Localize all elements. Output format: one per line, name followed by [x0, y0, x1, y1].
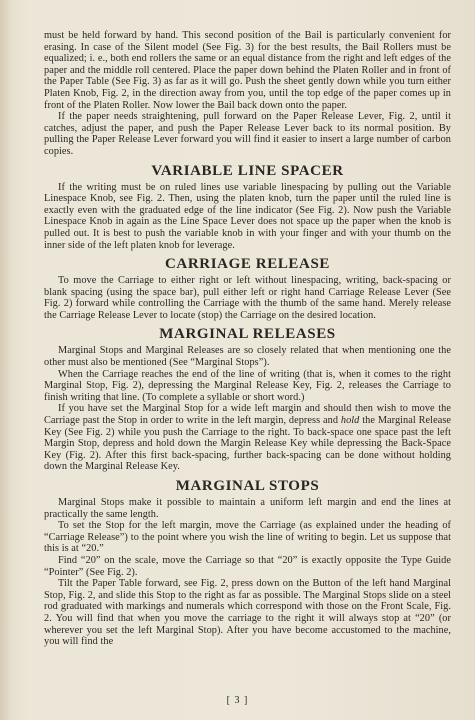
marginal-releases-paragraph-1: Marginal Stops and Marginal Releases are so closely related that when mentioning one the other must also be mentioned (See “Marginal Stops”).: [44, 345, 451, 369]
marginal-releases-paragraph-2: When the Carriage reaches the end of the line of writing (that is, when it comes to the right Marginal Stop, Fig. 2), depressing the Marginal Release Key, Fig. 2, releases the Carriage to finish writing that line. (To complete a syllable or short word.): [44, 368, 451, 403]
marginal-releases-paragraph-3: [44, 403, 451, 473]
page-edge-shadow: [0, 0, 12, 720]
hold-emphasis: hold: [340, 415, 360, 427]
marginal-stops-paragraph-4: Tilt the Paper Table forward, see Fig. 2, press down on the Button of the left hand Marginal Stop, Fig. 2, and slide this Stop to the right as far as possible. The Marginal Stops slide on a steel rod graduated with markings and numerals which correspond with those on the Front Scale, Fig. 2. You will find that when you move the carriage to the right it will always stop at “20” (or wherever you set the left Marginal Stop). After you have become accustomed to the machine, you will find the: [44, 578, 451, 648]
variable-line-spacer-section: [44, 162, 451, 252]
intro-paragraph-1: must be held forward by hand. This second position of the Bail is particularly convenient for erasing. In case of the Silent model (See Fig. 3) for the best results, the Bail Rollers must be equalized; i. e., both end rollers the same or an equal distance from the right and left edges of the paper and the middle roll centered. Place the paper down behind the Platen Roller and in front of the Paper Table (See Fig. 3) as far as it will go. Push the sheet gently down while you turn either Platen Knob, Fig. 2, in the direction away from you, until the top edge of the paper comes up in front of the Platen Roller. Now lower the Bail back down onto the paper.: [44, 30, 451, 111]
intro-paragraph-2: If the paper needs straightening, pull forward on the Paper Release Lever, Fig. 2, until it catches, adjust the paper, and push the Paper Release Lever back to its normal position. By pulling the Paper Release Lever forward you will find it easier to insert a large number of carbon copies.: [44, 111, 451, 157]
marginal-releases-p3-before: If you have set the Marginal Stop for a wide left margin and should then wish to move the Carriage past the Stop in order to write in the left margin, depress and: [44, 403, 451, 427]
page-number: [ 3 ]: [226, 695, 249, 706]
marginal-releases-p3-after: the Marginal Release Key (See Fig. 2) while you push the Carriage to the right. To back-space one space past the left Margin Stop, depress and hold down the Margin Release Key while depressing the Back-Space Key (Fig. 2). After this first back-spacing, further back-spacing can be done without holding down the Marginal Release Key.: [44, 415, 451, 473]
marginal-stops-paragraph-2: To set the Stop for the left margin, move the Carriage (as explained under the heading of “Carriage Release”) to the point where you wish the line of writing to begin. Let us suppose that this is at “20.”: [44, 520, 451, 555]
marginal-stops-paragraph-1: Marginal Stops make it possible to maintain a uniform left margin and end the lines at practically the same length.: [44, 497, 451, 520]
carriage-release-section: [44, 255, 451, 321]
carriage-release-heading: CARRIAGE RELEASE: [164, 256, 331, 273]
variable-line-spacer-paragraph: If the writing must be on ruled lines use variable linespacing by pulling out the Variable Linespace Knob, see Fig. 2. Then, using the platen knob, turn the paper until the ruled line is exactly even with the graduated edge of the line indicator (See Fig. 2). Now push the Variable Linespace Knob in again as the Line Space Lever does not space up the paper when the knob is pulled out. It is best to push the variable knob in with your finger and with your thumb on the inner side of the left platen knob for leverage.: [44, 181, 451, 251]
marginal-releases-heading: MARGINAL RELEASES: [159, 326, 336, 343]
marginal-stops-paragraph-3: Find “20” on the scale, move the Carriage so that “20” is exactly opposite the Type Guide “Pointer” (See Fig. 2).: [44, 554, 451, 578]
marginal-stops-section: [44, 477, 451, 648]
carriage-release-paragraph: To move the Carriage to either right or left without linespacing, writing, back-spacing or blank spacing (using the space bar), pull either left or right hand Carriage Release Lever (See Fig. 2) forward while controlling the Carriage with the thumb of the same hand. Merely release the Carriage Release Lever to locate (stop) the Carriage on the desired location.: [44, 275, 451, 321]
variable-line-spacer-heading: VARIABLE LINE SPACER: [151, 162, 344, 179]
marginal-stops-heading: MARGINAL STOPS: [175, 478, 320, 494]
intro-section: [44, 30, 451, 158]
marginal-releases-section: [44, 325, 451, 473]
